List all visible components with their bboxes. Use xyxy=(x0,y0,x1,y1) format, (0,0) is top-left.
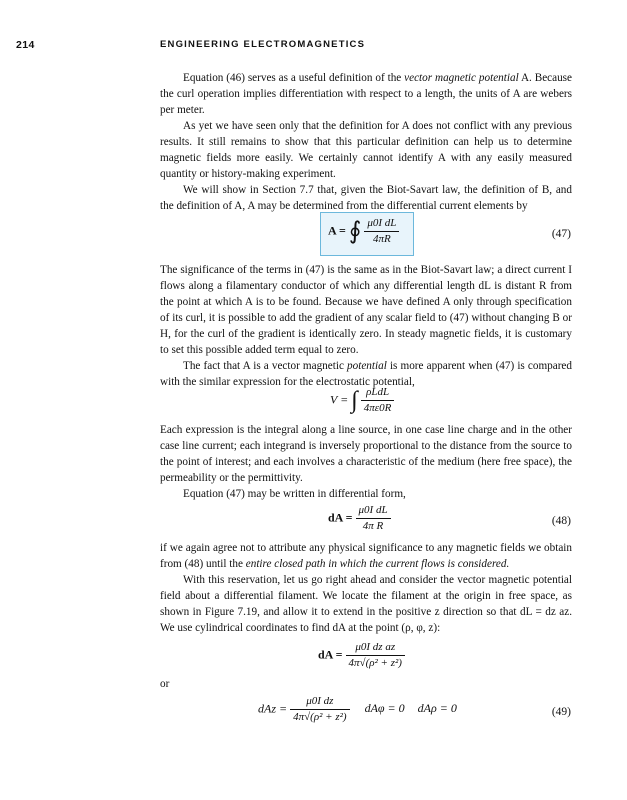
equation-49: dAz = $\frac{\text{μ0I dz}}{\text{4π√(ρ² + z²)}}$ dAφ = 0 dAρ = 0 (49) xyxy=(258,695,571,723)
equation-49-dA-phi: dAφ = 0 xyxy=(364,701,405,716)
paragraph-9: With this reservation, let us go right ahead and consider the vector magnetic potential field about a differential filament. We locate the filament at the origin in free space, as shown in Figure 7.19, and allow it to extend in the positive z direction so that dL = dz az. We use cylindrical coordinates to find dA at the point (ρ, φ, z): xyxy=(160,574,572,634)
equation-49-number: (49) xyxy=(551,706,571,718)
equation-49-dA-rho: dAρ = 0 xyxy=(417,701,457,716)
text-block-significance xyxy=(160,262,572,390)
term-potential: potential xyxy=(347,360,387,372)
text-block-intro xyxy=(160,70,572,214)
equation-47-number: (47) xyxy=(551,228,571,240)
page-number: 214 xyxy=(16,39,35,51)
paragraph-3: We will show in Section 7.7 that, given the Biot-Savart law, the definition of B, and the definition of A, A may be determined from the differential current elements by xyxy=(160,184,572,212)
equation-dA-fraction: $\frac{\text{μ0I dz az}}{\text{4π√(ρ² + z²)}}$ xyxy=(346,640,405,671)
term-vector-magnetic-potential: vector magnetic potential xyxy=(404,72,519,84)
paragraph-1: Equation (46) serves as a useful definition of the vector magnetic potential A. Because the curl operation implies differentiation with respect to a length, the units of A are webers per meter. xyxy=(160,72,573,116)
equation-48-fraction: $\frac{\text{μ0I dL}}{\text{4π R}}$ xyxy=(356,503,391,534)
equation-v-fraction: $\frac{\text{ρLdL}}{4\pi\varepsilon 0R}$ xyxy=(361,385,395,416)
paragraph-5: The fact that A is a vector magnetic potential is more apparent when (47) is compared with the similar expression for the electrostatic potential, xyxy=(160,360,572,388)
paragraph-2: As yet we have seen only that the definition for A does not conflict with any previous results. It still remains to show that this particular definition can help us to determine magnetic fields more easily. We certainly cannot identify A with any easily measured quantity or history-making experiment. xyxy=(160,120,572,180)
paragraph-7: Equation (47) may be written in differential form, xyxy=(183,488,406,500)
equation-electrostatic-potential: V = ∫ $\frac{\text{ρLdL}}{4\pi\varepsilon 0R}$ xyxy=(0,385,627,425)
equation-dA: dA = $\frac{\text{μ0I dz az}}{\text{4π√(ρ² + z²)}}$ xyxy=(0,640,627,680)
equation-47-fraction: $\frac{\text{μ0I dL}}{4\pi R}$ xyxy=(364,216,399,247)
contour-integral-symbol: ∮ xyxy=(348,218,362,245)
integral-symbol: ∫ xyxy=(351,387,358,414)
equation-47: A = ∮ $\frac{\text{μ0I dL}}{4\pi R}$ (47) xyxy=(328,217,571,245)
emphasis-closed-path: entire closed path in which the current flows is considered. xyxy=(245,558,510,570)
equation-48: dA = $\frac{\text{μ0I dL}}{\text{4π R}}$ (48) xyxy=(328,504,571,532)
text-block-comparison xyxy=(160,422,572,502)
text-block-reservation xyxy=(160,540,572,636)
or-connector: or xyxy=(160,678,170,690)
paragraph-8: if we again agree not to attribute any physical significance to any magnetic fields we obtain from (48) until the entire closed path in which the current flows is considered. xyxy=(160,542,572,570)
paragraph-6: Each expression is the integral along a line source, in one case line charge and in the other case line current; each integrand is inversely proportional to the distance from the source to the point of interest; and each involves a characteristic of the medium (here free space), the permeability or the permittivity. xyxy=(160,424,572,484)
page-header xyxy=(16,39,611,55)
paragraph-4: The significance of the terms in (47) is the same as in the Biot-Savart law; a direct current I flows along a filamentary conductor of which any differential length dL is distant R from the point at which A is to be found. Because we have defined A only through specification of its curl, it is possible to add the gradient of any scalar field to (47) without changing B or H, for the curl of the gradient is identically zero. In steady magnetic fields, it is customary to set this possible added term equal to zero. xyxy=(160,264,572,356)
equation-48-number: (48) xyxy=(551,515,571,527)
running-head: ENGINEERING ELECTROMAGNETICS xyxy=(160,39,366,50)
equation-49-fraction: $\frac{\text{μ0I dz}}{\text{4π√(ρ² + z²)}}$ xyxy=(290,694,349,725)
